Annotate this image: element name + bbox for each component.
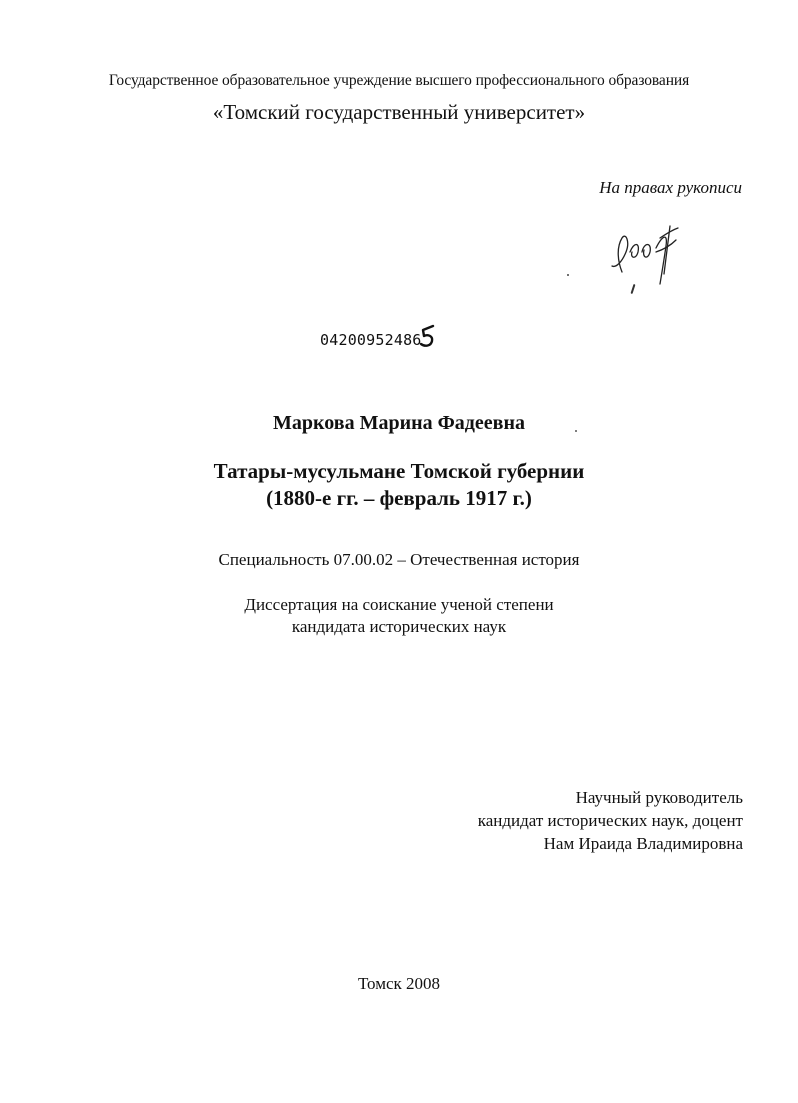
degree-statement xyxy=(0,594,798,638)
degree-line: кандидата исторических наук xyxy=(291,617,507,636)
scan-speck xyxy=(575,430,577,432)
catalog-number: 04200952486 xyxy=(320,331,422,349)
dissertation-title xyxy=(0,458,798,512)
city-year: Томск 2008 xyxy=(357,974,441,993)
institution-name: Государственное образовательное учреждение высшего профессионального образования xyxy=(108,72,690,89)
scan-speck xyxy=(567,274,569,276)
handwritten-digit-mark xyxy=(419,323,437,349)
supervisor-role: Научный руководитель xyxy=(575,788,743,807)
manuscript-rights-note: На правах рукописи xyxy=(599,178,742,197)
title-line: (1880-е гг. – февраль 1917 г.) xyxy=(266,486,532,510)
handwritten-signature xyxy=(600,212,690,302)
specialty: Специальность 07.00.02 – Отечественная история xyxy=(218,550,580,569)
university-name: «Томский государственный университет» xyxy=(212,100,586,124)
supervisor-name: Нам Ираида Владимировна xyxy=(543,834,743,853)
author-name: Маркова Марина Фадеевна xyxy=(273,412,525,434)
supervisor-degree: кандидат исторических наук, доцент xyxy=(477,811,743,830)
supervisor-block xyxy=(478,786,743,855)
title-line: Татары-мусульмане Томской губернии xyxy=(213,459,585,483)
degree-line: Диссертация на соискание ученой степени xyxy=(244,595,554,614)
